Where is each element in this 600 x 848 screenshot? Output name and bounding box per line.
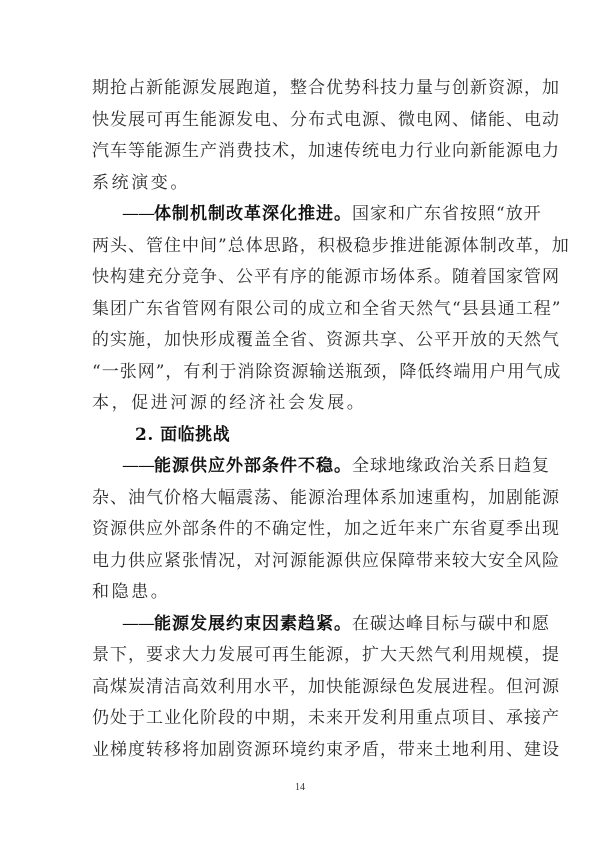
text-line: 的实施，加快形成覆盖全省、资源共享、公平开放的天然气 — [92, 330, 560, 350]
bullet-first-line — [92, 609, 550, 641]
bullet-first-line — [92, 451, 550, 483]
text-line: 资源供应外部条件的不确定性，加之近年来广东省夏季出现 — [92, 519, 560, 539]
bullet-text: 全球地缘政治关系日趋复 — [352, 456, 550, 476]
bullet-lead-bold: 能源发展约束因素趋紧。 — [154, 613, 352, 634]
text-line: 集团广东省管网有限公司的成立和全省天然气“县县通工程” — [92, 298, 562, 319]
text-line: “一张网”，有利于消除资源输送瓶颈，降低终端用户用气成 — [92, 361, 562, 382]
text-line: 快发展可再生能源发电、分布式电源、微电网、储能、电动 — [92, 109, 560, 130]
text-line: 期抢占新能源发展跑道，整合优势科技力量与创新资源，加 — [92, 78, 560, 98]
text-line: 和隐患。 — [92, 582, 171, 602]
text-line: 两头、管住中间”总体思路，积极稳步推进能源体制改革，加 — [92, 235, 570, 256]
text-line: 汽车等能源生产消费技术，加速传统电力行业向新能源电力 — [92, 141, 560, 161]
text-line: 仍处于工业化阶段的中期，未来开发利用重点项目、承接产 — [92, 708, 560, 728]
bullet-lead-bold: 能源供应外部条件不稳。 — [154, 456, 352, 476]
body-text — [92, 73, 570, 766]
text-line: 高煤炭清洁高效利用水平，加快能源绿色发展进程。但河源 — [92, 676, 560, 697]
text-line: 本，促进河源的经济社会发展。 — [92, 393, 367, 413]
em-dash: —— — [122, 613, 154, 634]
text-line: 快构建充分竞争、公平有序的能源市场体系。随着国家管网 — [92, 267, 560, 287]
text-line: 业梯度转移将加剧资源环境约束矛盾，带来土地利用、建设 — [92, 739, 560, 760]
bullet-text: 在碳达峰目标与碳中和愿 — [352, 613, 550, 634]
bullet-text: 国家和广东省按照“放开 — [352, 204, 542, 224]
bullet-first-line — [92, 199, 542, 231]
page-number: 14 — [295, 782, 305, 793]
em-dash: —— — [122, 204, 154, 224]
text-line: 景下，要求大力发展可再生能源，扩大天然气利用规模，提 — [92, 645, 560, 665]
text-line: 电力供应紧张情况，对河源能源供应保障带来较大安全风险 — [92, 550, 560, 571]
bullet-lead-bold: 体制机制改革深化推进。 — [154, 204, 352, 224]
text-line: 杂、油气价格大幅震荡、能源治理体系加速重构，加剧能源 — [92, 487, 560, 508]
em-dash: —— — [122, 456, 154, 476]
text-line: 系统演变。 — [92, 172, 190, 193]
section-heading: 2. 面临挑战 — [135, 424, 231, 445]
